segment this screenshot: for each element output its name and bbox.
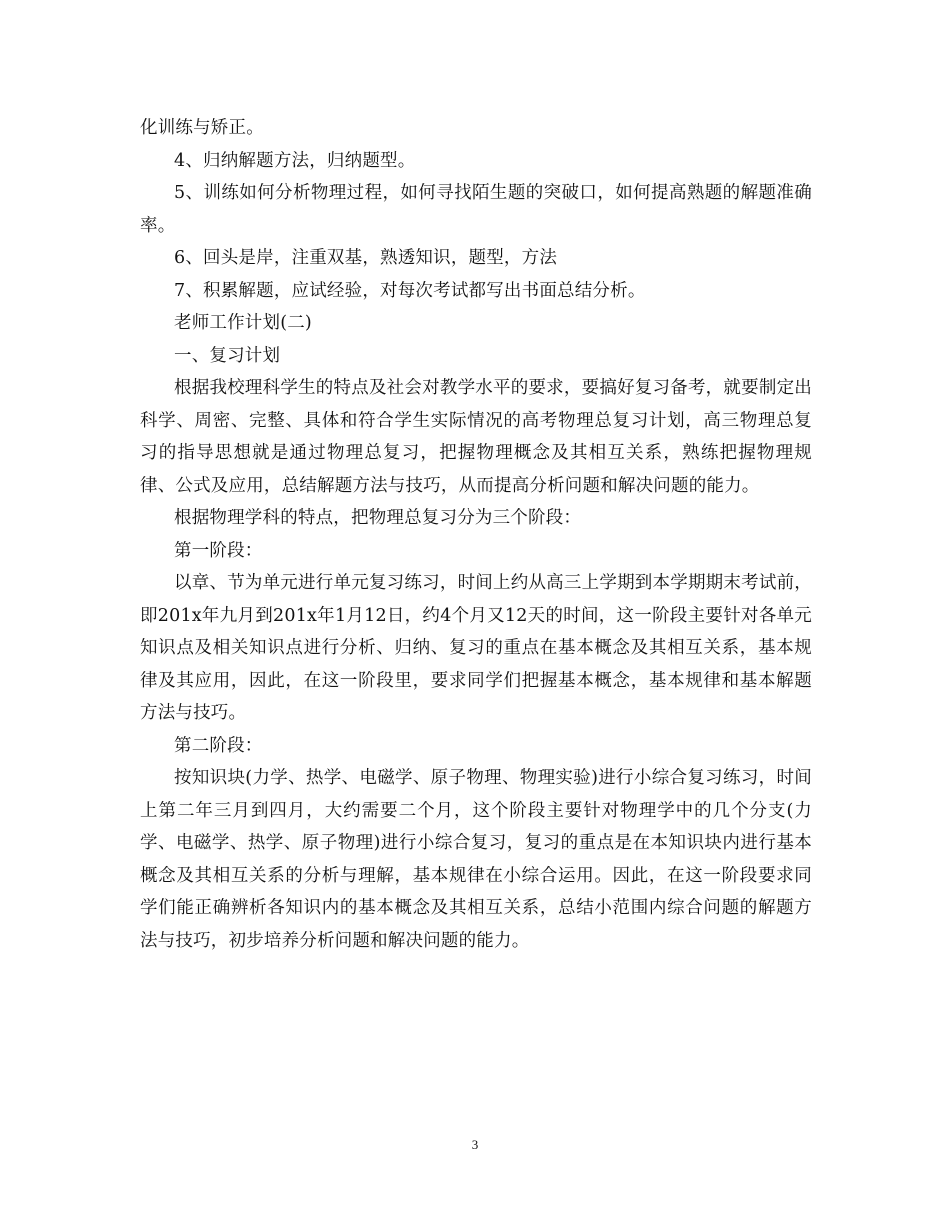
stage-heading: 第一阶段：: [174, 540, 263, 561]
paragraph: 7、积累解题，应试经验，对每次考试都写出书面总结分析。: [174, 280, 646, 301]
section-heading: 一、复习计划: [174, 345, 281, 366]
paragraph: 按知识块(力学、热学、电磁学、原子物理、物理实验)进行小综合复习练习，时间上第二年三月到四月，大约需要二个月，这个阶段主要针对物理学中的几个分支(力学、电磁学、热学、原子物理)进行小综合复习，复习的重点是在本知识块内进行基本概念及其相互关系的分析与理解，基本规律在小综合运用。因此，在这一阶段要求同学们能正确辨析各知识内的基本概念及其相互关系，总结小范围内综合问题的解题方法与技巧，初步培养分析问题和解决问题的能力。: [140, 768, 812, 951]
paragraph: 4、归纳解题方法，归纳题型。: [174, 150, 416, 171]
paragraph: 根据物理学科的特点，把物理总复习分为三个阶段：: [174, 508, 582, 528]
section-title: 老师工作计划(二): [174, 313, 312, 333]
paragraph: 以章、节为单元进行单元复习练习，时间上约从高三上学期到本学期期末考试前，即201x年九月到201x年1月12日，约4个月又12天的时间，这一阶段主要针对各单元知识点及相关知识点进行分析、归纳、复习的重点在基本概念及其相互关系，基本规律及其应用，因此，在这一阶段里，要求同学们把握基本概念，基本规律和基本解题方法与技巧。: [140, 573, 812, 723]
paragraph: 5、训练如何分析物理过程，如何寻找陌生题的突破口，如何提高熟题的解题准确率。: [140, 183, 812, 236]
paragraph: 化训练与矫正。: [140, 118, 264, 138]
page-number: 3: [471, 1137, 479, 1152]
paragraph: 根据我校理科学生的特点及社会对教学水平的要求，要搞好复习备考，就要制定出科学、周密、完整、具体和符合学生实际情况的高考物理总复习计划，高三物理总复习的指导思想就是通过物理总复习，把握物理概念及其相互关系，熟练把握物理规律、公式及应用，总结解题方法与技巧，从而提高分析问题和解决问题的能力。: [140, 378, 812, 496]
stage-heading: 第二阶段：: [174, 735, 263, 756]
document-body: [140, 112, 812, 957]
paragraph: 6、回头是岸，注重双基，熟透知识，题型，方法: [174, 248, 558, 268]
